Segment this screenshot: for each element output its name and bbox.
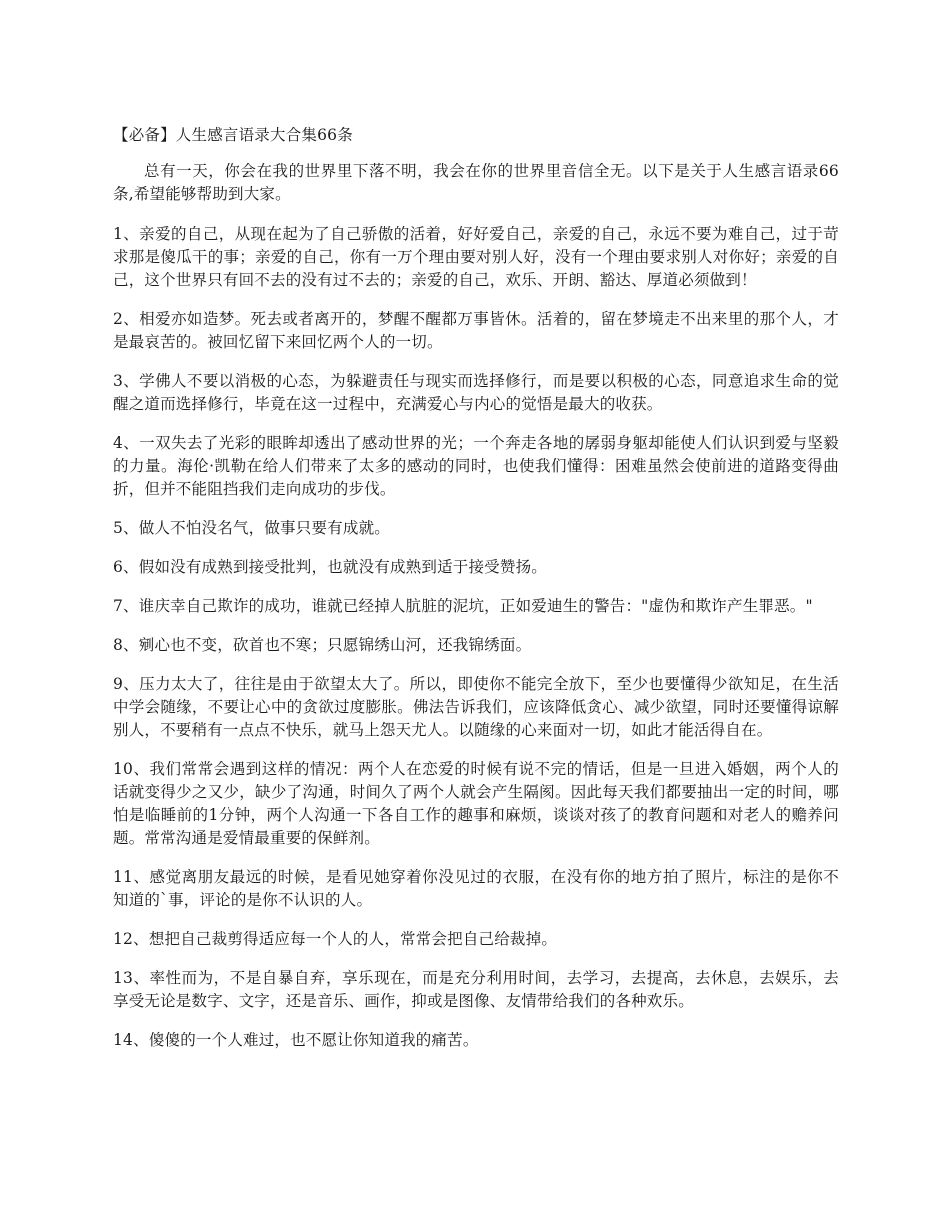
quote-paragraph-5: 5、做人不怕没名气，做事只要有成就。 xyxy=(113,519,390,537)
quote-paragraph-11: 11、感觉离朋友最远的时候，是看见她穿着你没见过的衣服，在没有你的地方拍了照片，标注的是你不知道的`事，评论的是你不认识的人。 xyxy=(113,868,839,909)
document-body xyxy=(113,124,839,1068)
quote-paragraph-13: 13、率性而为，不是自暴自弃，享乐现在，而是充分利用时间，去学习，去提高，去休息，去娱乐，去享受无论是数字、文字，还是音乐、画作，抑或是图像、友情带给我们的各种欢乐。 xyxy=(113,969,839,1010)
document-title: 【必备】人生感言语录大合集66条 xyxy=(113,126,353,144)
quote-paragraph-6: 6、假如没有成熟到接受批判，也就没有成熟到适于接受赞扬。 xyxy=(113,558,547,576)
quote-paragraph-10: 10、我们常常会遇到这样的情况：两个人在恋爱的时候有说不完的情话，但是一旦进入婚姻，两个人的话就变得少之又少，缺少了沟通，时间久了两个人就会产生隔阂。因此每天我们都要抽出一定的时间，哪怕是临睡前的1分钟，两个人沟通一下各自工作的趣事和麻烦，谈谈对孩了的教育问题和对老人的赡养问题。常常沟通是爱情最重要的保鲜剂。 xyxy=(113,760,839,847)
quote-paragraph-9: 9、压力太大了，往往是由于欲望太大了。所以，即使你不能完全放下，至少也要懂得少欲知足，在生活中学会随缘，不要让心中的贪欲过度膨胀。佛法告诉我们，应该降低贪心、减少欲望，同时还要懂得谅解别人，不要稍有一点点不快乐，就马上怨天尤人。以随缘的心来面对一切，如此才能活得自在。 xyxy=(113,675,839,739)
quote-paragraph-8: 8、剜心也不变，砍首也不寒；只愿锦绣山河，还我锦绣面。 xyxy=(113,636,532,654)
quote-paragraph-14: 14、傻傻的一个人难过，也不愿让你知道我的痛苦。 xyxy=(113,1031,479,1049)
quote-paragraph-3: 3、学佛人不要以消极的心态，为躲避责任与现实而选择修行，而是要以积极的心态，同意追求生命的觉醒之道而选择修行，毕竟在这一过程中，充满爱心与内心的觉悟是最大的收获。 xyxy=(113,372,839,413)
quote-paragraph-1: 1、亲爱的自己，从现在起为了自己骄傲的活着，好好爱自己，亲爱的自己，永远不要为难自己，过于苛求那是傻瓜干的事；亲爱的自己，你有一万个理由要对别人好，没有一个理由要求别人对你好；亲爱的自己，这个世界只有回不去的没有过不去的；亲爱的自己，欢乐、开朗、豁达、厚道必须做到！ xyxy=(113,225,839,289)
quote-paragraph-2: 2、相爱亦如造梦。死去或者离开的，梦醒不醒都万事皆休。活着的，留在梦境走不出来里的那个人，才是最哀苦的。被回忆留下来回忆两个人的一切。 xyxy=(113,310,839,351)
quote-paragraph-7: 7、谁庆幸自己欺诈的成功，谁就已经掉人肮脏的泥坑，正如爱迪生的警告："虚伪和欺诈产生罪恶。" xyxy=(113,597,813,615)
intro-paragraph: 总有一天，你会在我的世界里下落不明，我会在你的世界里音信全无。以下是关于人生感言语录66条,希望能够帮助到大家。 xyxy=(113,162,839,203)
quote-paragraph-12: 12、想把自己裁剪得适应每一个人的人，常常会把自己给裁掉。 xyxy=(113,930,558,948)
quote-paragraph-4: 4、一双失去了光彩的眼眸却透出了感动世界的光；一个奔走各地的孱弱身躯却能使人们认识到爱与坚毅的力量。海伦·凯勒在给人们带来了太多的感动的同时，也使我们懂得：困难虽然会使前进的道路变得曲折，但并不能阻挡我们走向成功的步伐。 xyxy=(113,434,839,498)
